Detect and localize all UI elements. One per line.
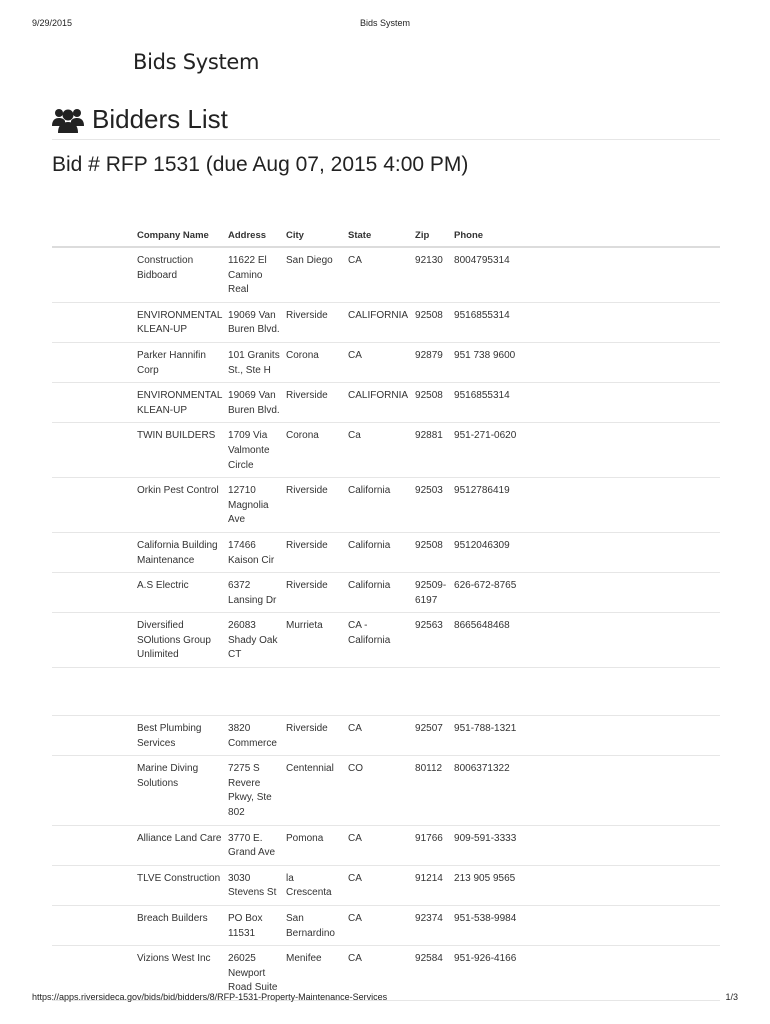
table-row (52, 478, 720, 533)
row-spacer (52, 865, 134, 905)
row-spacer (52, 613, 134, 668)
row-filler (521, 532, 720, 572)
cell-address: 6372 Lansing Dr (225, 573, 283, 613)
column-header-city: City (283, 226, 345, 247)
column-header-zip: Zip (412, 226, 451, 247)
table-row (52, 532, 720, 572)
row-spacer (52, 247, 134, 302)
cell-address: 3030 Stevens St (225, 865, 283, 905)
row-filler (521, 906, 720, 946)
cell-phone: 9512046309 (451, 532, 521, 572)
cell-state: CALIFORNIA (345, 383, 412, 423)
table-header-spacer (52, 226, 134, 247)
cell-state: CALIFORNIA (345, 302, 412, 342)
bid-title: Bid # RFP 1531 (due Aug 07, 2015 4:00 PM) (52, 153, 469, 176)
cell-address: 26083 Shady Oak CT (225, 613, 283, 668)
cell-city: Riverside (283, 302, 345, 342)
table-row (52, 342, 720, 382)
table-row (52, 906, 720, 946)
row-spacer (52, 756, 134, 825)
row-filler (521, 302, 720, 342)
cell-state: California (345, 478, 412, 533)
row-spacer (52, 532, 134, 572)
cell-state: CA (345, 946, 412, 1001)
row-spacer (52, 668, 134, 716)
row-spacer (52, 383, 134, 423)
cell-phone: 951-271-0620 (451, 423, 521, 478)
cell-address (225, 668, 283, 716)
table-row (52, 247, 720, 302)
bidders-table-body (52, 247, 720, 1000)
cell-zip: 92508 (412, 383, 451, 423)
cell-city (283, 668, 345, 716)
cell-city: Menifee (283, 946, 345, 1001)
row-spacer (52, 573, 134, 613)
cell-company: California Building Maintenance (134, 532, 225, 572)
cell-company: Marine Diving Solutions (134, 756, 225, 825)
row-spacer (52, 302, 134, 342)
row-filler (521, 865, 720, 905)
cell-address: 19069 Van Buren Blvd. (225, 383, 283, 423)
column-header-state: State (345, 226, 412, 247)
row-filler (521, 247, 720, 302)
cell-city: Corona (283, 423, 345, 478)
cell-company: Best Plumbing Services (134, 716, 225, 756)
column-header-phone: Phone (451, 226, 521, 247)
row-spacer (52, 478, 134, 533)
cell-state: Ca (345, 423, 412, 478)
cell-city: Riverside (283, 716, 345, 756)
cell-city: Corona (283, 342, 345, 382)
table-row (52, 668, 720, 716)
table-header-filler (521, 226, 720, 247)
cell-zip: 92509-6197 (412, 573, 451, 613)
cell-state (345, 668, 412, 716)
cell-address: 11622 El Camino Real (225, 247, 283, 302)
row-filler (521, 383, 720, 423)
cell-address: 12710 Magnolia Ave (225, 478, 283, 533)
cell-phone: 8004795314 (451, 247, 521, 302)
cell-company: A.S Electric (134, 573, 225, 613)
bidders-table-wrap (52, 226, 720, 1001)
cell-phone: 951 738 9600 (451, 342, 521, 382)
cell-phone: 213 905 9565 (451, 865, 521, 905)
cell-state: California (345, 573, 412, 613)
cell-company: Alliance Land Care (134, 825, 225, 865)
cell-company: ENVIRONMENTAL KLEAN-UP (134, 383, 225, 423)
cell-city: Pomona (283, 825, 345, 865)
cell-state: CA (345, 865, 412, 905)
cell-company: Construction Bidboard (134, 247, 225, 302)
row-filler (521, 756, 720, 825)
cell-zip: 92130 (412, 247, 451, 302)
cell-zip: 80112 (412, 756, 451, 825)
row-filler (521, 342, 720, 382)
table-row (52, 825, 720, 865)
cell-zip (412, 668, 451, 716)
column-header-address: Address (225, 226, 283, 247)
cell-state: CA (345, 716, 412, 756)
row-filler (521, 668, 720, 716)
cell-address: 3770 E. Grand Ave (225, 825, 283, 865)
table-row (52, 613, 720, 668)
row-filler (521, 613, 720, 668)
cell-phone: 9512786419 (451, 478, 521, 533)
table-row (52, 423, 720, 478)
cell-zip: 92507 (412, 716, 451, 756)
cell-zip: 92563 (412, 613, 451, 668)
cell-state: CA (345, 825, 412, 865)
cell-phone: 951-926-4166 (451, 946, 521, 1001)
table-row (52, 383, 720, 423)
cell-state: CA - California (345, 613, 412, 668)
row-spacer (52, 906, 134, 946)
cell-city: San Diego (283, 247, 345, 302)
cell-zip: 91766 (412, 825, 451, 865)
site-name[interactable]: Bids System (133, 50, 260, 74)
cell-zip: 92508 (412, 532, 451, 572)
cell-city: Riverside (283, 532, 345, 572)
cell-company: Orkin Pest Control (134, 478, 225, 533)
cell-company: ENVIRONMENTAL KLEAN-UP (134, 302, 225, 342)
cell-company: TLVE Construction (134, 865, 225, 905)
cell-phone: 951-538-9984 (451, 906, 521, 946)
print-footer (32, 992, 738, 1004)
page-number: 1/3 (725, 992, 738, 1002)
row-filler (521, 825, 720, 865)
table-row (52, 865, 720, 905)
table-row (52, 302, 720, 342)
cell-phone: 9516855314 (451, 302, 521, 342)
page-url: https://apps.riversideca.gov/bids/bid/bidders/8/RFP-1531-Property-Maintenance-Services (32, 992, 388, 1002)
cell-phone: 8006371322 (451, 756, 521, 825)
cell-state: CO (345, 756, 412, 825)
cell-company: TWIN BUILDERS (134, 423, 225, 478)
cell-phone: 626-672-8765 (451, 573, 521, 613)
table-row (52, 716, 720, 756)
cell-phone: 8665648468 (451, 613, 521, 668)
bidders-table (52, 226, 720, 1001)
table-header-row (52, 226, 720, 247)
row-spacer (52, 716, 134, 756)
cell-phone: 909-591-3333 (451, 825, 521, 865)
cell-zip: 91214 (412, 865, 451, 905)
row-filler (521, 573, 720, 613)
cell-city: Riverside (283, 573, 345, 613)
cell-state: California (345, 532, 412, 572)
cell-address: 7275 S Revere Pkwy, Ste 802 (225, 756, 283, 825)
table-row (52, 573, 720, 613)
cell-city: Riverside (283, 478, 345, 533)
cell-company: Breach Builders (134, 906, 225, 946)
table-row (52, 756, 720, 825)
cell-city: Murrieta (283, 613, 345, 668)
print-date: 9/29/2015 (32, 18, 73, 28)
cell-address: 17466 Kaison Cir (225, 532, 283, 572)
row-filler (521, 716, 720, 756)
row-spacer (52, 423, 134, 478)
cell-address: 19069 Van Buren Blvd. (225, 302, 283, 342)
cell-company (134, 668, 225, 716)
print-title: Bids System (359, 18, 410, 28)
cell-address: 101 Granits St., Ste H (225, 342, 283, 382)
row-spacer (52, 342, 134, 382)
cell-zip: 92584 (412, 946, 451, 1001)
cell-address: 1709 Via Valmonte Circle (225, 423, 283, 478)
cell-city: San Bernardino (283, 906, 345, 946)
cell-zip: 92508 (412, 302, 451, 342)
cell-state: CA (345, 906, 412, 946)
cell-zip: 92881 (412, 423, 451, 478)
cell-zip: 92503 (412, 478, 451, 533)
row-filler (521, 423, 720, 478)
cell-city: Centennial (283, 756, 345, 825)
print-header (32, 18, 738, 32)
cell-address: 26025 Newport Road Suite (225, 946, 283, 1001)
cell-company: Diversified SOlutions Group Unlimited (134, 613, 225, 668)
cell-state: CA (345, 247, 412, 302)
row-spacer (52, 825, 134, 865)
page-title: Bidders List (92, 104, 228, 134)
column-header-company: Company Name (134, 226, 225, 247)
cell-city: la Crescenta (283, 865, 345, 905)
cell-zip: 92374 (412, 906, 451, 946)
cell-company: Parker Hannifin Corp (134, 342, 225, 382)
page-heading (52, 100, 720, 140)
cell-company: Vizions West Inc (134, 946, 225, 1001)
cell-address: PO Box 11531 (225, 906, 283, 946)
cell-phone: 9516855314 (451, 383, 521, 423)
cell-phone (451, 668, 521, 716)
cell-zip: 92879 (412, 342, 451, 382)
row-filler (521, 478, 720, 533)
users-icon (52, 107, 84, 133)
cell-address: 3820 Commerce (225, 716, 283, 756)
cell-phone: 951-788-1321 (451, 716, 521, 756)
cell-state: CA (345, 342, 412, 382)
cell-city: Riverside (283, 383, 345, 423)
